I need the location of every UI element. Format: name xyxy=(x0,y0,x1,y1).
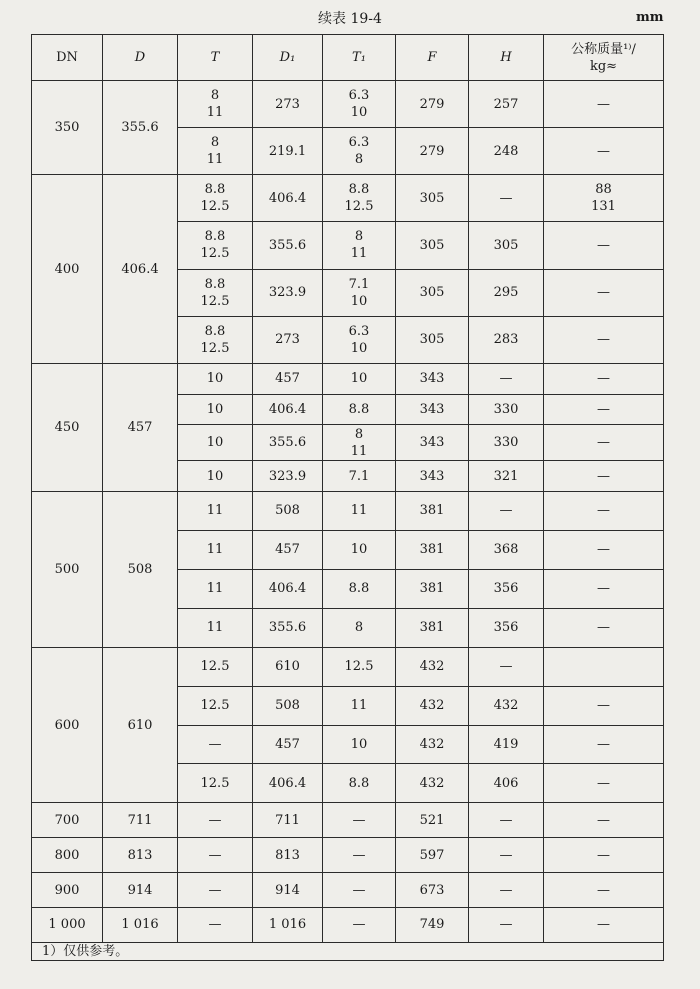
cell-t1-line: 8 xyxy=(354,426,364,442)
cell-d1: 508 xyxy=(253,491,323,530)
cell-t1-line: — xyxy=(352,882,366,898)
cell-m xyxy=(544,222,664,269)
cell-t-line: 11 xyxy=(206,152,224,168)
cell-t1 xyxy=(323,269,396,316)
cell-d1: 508 xyxy=(253,686,323,725)
cell-t1 xyxy=(323,316,396,363)
cell-t xyxy=(178,838,253,873)
cell-t1-line: 8 xyxy=(354,620,364,636)
cell-f: 749 xyxy=(396,907,469,942)
dimension-table xyxy=(31,34,664,961)
cell-t-line: 11 xyxy=(206,620,224,636)
cell-m-line: — xyxy=(597,503,610,519)
cell-m-line: — xyxy=(597,143,610,159)
cell-t xyxy=(178,803,253,838)
cell-d: 406.4 xyxy=(103,175,178,364)
cell-m-line: — xyxy=(597,917,610,933)
cell-t xyxy=(178,175,253,222)
cell-d1: 711 xyxy=(253,803,323,838)
cell-t xyxy=(178,725,253,764)
cell-m-line: — xyxy=(597,332,610,348)
cell-m xyxy=(544,838,664,873)
cell-m xyxy=(544,764,664,803)
cell-t1 xyxy=(323,764,396,803)
cell-h: — xyxy=(469,873,544,908)
cell-t-line: 8 xyxy=(210,135,220,151)
cell-t-line: — xyxy=(208,812,222,828)
cell-f: 305 xyxy=(396,222,469,269)
cell-m-line: — xyxy=(597,775,610,791)
cell-t1-line: 12.5 xyxy=(344,199,374,215)
cell-t1-line: 8.8 xyxy=(348,182,370,198)
cell-t1 xyxy=(323,530,396,569)
cell-d: 711 xyxy=(103,803,178,838)
cell-m-line: — xyxy=(597,435,610,451)
cell-h: 248 xyxy=(469,128,544,175)
cell-d1: 273 xyxy=(253,316,323,363)
cell-f: 279 xyxy=(396,128,469,175)
header-mass-line1: 公称质量¹⁾/ xyxy=(571,41,636,57)
cell-t1 xyxy=(323,222,396,269)
cell-m-line: — xyxy=(597,285,610,301)
unit-label: mm xyxy=(636,10,664,25)
cell-t1-line: 10 xyxy=(350,737,368,752)
cell-m xyxy=(544,491,664,530)
cell-h: — xyxy=(469,803,544,838)
cell-t-line: 12.5 xyxy=(200,659,230,675)
header-row xyxy=(32,35,664,81)
cell-t1-line: 8 xyxy=(354,152,364,168)
cell-d1: 457 xyxy=(253,725,323,764)
cell-t xyxy=(178,425,253,461)
footnote-row xyxy=(32,943,664,961)
cell-f: 305 xyxy=(396,269,469,316)
cell-h: 295 xyxy=(469,269,544,316)
header-t1: T₁ xyxy=(323,35,396,81)
cell-t xyxy=(178,873,253,908)
cell-h: 257 xyxy=(469,81,544,128)
cell-t1-line: 8.8 xyxy=(348,401,370,417)
cell-t xyxy=(178,363,253,394)
cell-m-line: — xyxy=(597,96,610,112)
cell-t1 xyxy=(323,907,396,942)
cell-m xyxy=(544,461,664,492)
cell-d1: 813 xyxy=(253,838,323,873)
cell-h: 356 xyxy=(469,569,544,608)
cell-t1-line: 10 xyxy=(350,340,368,356)
cell-t1-line: 8 xyxy=(354,229,364,245)
cell-m xyxy=(544,647,664,686)
header-d1: D₁ xyxy=(253,35,323,81)
cell-t1-line: 10 xyxy=(350,105,368,121)
cell-h: — xyxy=(469,175,544,222)
cell-d: 457 xyxy=(103,363,178,491)
table-row xyxy=(32,647,664,686)
cell-t1 xyxy=(323,175,396,222)
cell-d1: 457 xyxy=(253,363,323,394)
cell-h: 283 xyxy=(469,316,544,363)
cell-h: 419 xyxy=(469,725,544,764)
cell-m xyxy=(544,269,664,316)
cell-d1: 323.9 xyxy=(253,269,323,316)
cell-t1-line: 11 xyxy=(350,503,368,519)
cell-t-line: 8.8 xyxy=(204,182,226,198)
cell-t xyxy=(178,269,253,316)
cell-d1: 457 xyxy=(253,530,323,569)
cell-dn: 500 xyxy=(32,491,103,647)
cell-t xyxy=(178,647,253,686)
header-mass-line2: kg≈ xyxy=(589,58,618,74)
cell-f: 343 xyxy=(396,425,469,461)
cell-t-line: 12.5 xyxy=(200,340,230,356)
table-body xyxy=(32,81,664,943)
cell-t-line: 12.5 xyxy=(200,698,230,714)
cell-f: 381 xyxy=(396,491,469,530)
cell-m xyxy=(544,316,664,363)
cell-m-line: — xyxy=(597,882,610,898)
cell-t xyxy=(178,491,253,530)
cell-h: 368 xyxy=(469,530,544,569)
cell-m-line: — xyxy=(597,620,610,636)
cell-t xyxy=(178,530,253,569)
cell-m xyxy=(544,686,664,725)
cell-t1-line: 11 xyxy=(350,443,368,459)
cell-d1: 355.6 xyxy=(253,222,323,269)
cell-f: 381 xyxy=(396,608,469,647)
cell-d: 508 xyxy=(103,491,178,647)
cell-m-line: — xyxy=(597,812,610,828)
table-row xyxy=(32,363,664,394)
cell-t1 xyxy=(323,569,396,608)
cell-f: 381 xyxy=(396,569,469,608)
cell-dn: 450 xyxy=(32,363,103,491)
cell-d1: 1 016 xyxy=(253,907,323,942)
cell-t-line: — xyxy=(208,737,222,752)
cell-t1 xyxy=(323,803,396,838)
cell-t xyxy=(178,394,253,425)
cell-m-line: — xyxy=(597,237,610,253)
cell-h: — xyxy=(469,491,544,530)
cell-d1: 406.4 xyxy=(253,764,323,803)
cell-d: 610 xyxy=(103,647,178,803)
cell-m-line: — xyxy=(597,401,610,417)
cell-t1 xyxy=(323,425,396,461)
header-d: D xyxy=(103,35,178,81)
cell-f: 343 xyxy=(396,461,469,492)
cell-t-line: 11 xyxy=(206,542,224,558)
cell-d: 355.6 xyxy=(103,81,178,175)
cell-t-line: 8.8 xyxy=(204,323,226,339)
cell-t1 xyxy=(323,491,396,530)
cell-t1-line: 6.3 xyxy=(348,88,370,104)
cell-d1: 914 xyxy=(253,873,323,908)
cell-t-line: 8 xyxy=(210,88,220,104)
cell-t-line: 12.5 xyxy=(200,199,230,215)
cell-dn: 900 xyxy=(32,873,103,908)
cell-m-line: — xyxy=(597,371,610,387)
cell-t-line: 10 xyxy=(206,371,224,387)
cell-h: — xyxy=(469,363,544,394)
cell-m-line: — xyxy=(597,737,610,752)
cell-t xyxy=(178,608,253,647)
table-row xyxy=(32,491,664,530)
cell-t1-line: 11 xyxy=(350,246,368,262)
cell-t xyxy=(178,222,253,269)
cell-m xyxy=(544,530,664,569)
cell-f: 521 xyxy=(396,803,469,838)
cell-h: 330 xyxy=(469,394,544,425)
cell-t1 xyxy=(323,608,396,647)
cell-t xyxy=(178,764,253,803)
cell-t1 xyxy=(323,686,396,725)
table-row xyxy=(32,803,664,838)
cell-t-line: 11 xyxy=(206,503,224,519)
cell-f: 432 xyxy=(396,764,469,803)
cell-t1 xyxy=(323,394,396,425)
cell-m xyxy=(544,803,664,838)
cell-m xyxy=(544,394,664,425)
cell-t-line: 11 xyxy=(206,581,224,597)
cell-dn: 400 xyxy=(32,175,103,364)
cell-t-line: 10 xyxy=(206,401,224,417)
header-dn: DN xyxy=(32,35,103,81)
cell-h: 330 xyxy=(469,425,544,461)
cell-h: 321 xyxy=(469,461,544,492)
cell-f: 432 xyxy=(396,725,469,764)
cell-t1-line: 10 xyxy=(350,542,368,558)
cell-t-line: — xyxy=(208,882,222,898)
cell-f: 432 xyxy=(396,686,469,725)
cell-t-line: 8.8 xyxy=(204,229,226,245)
cell-f: 343 xyxy=(396,394,469,425)
cell-d: 914 xyxy=(103,873,178,908)
table-caption: 续表 19-4 xyxy=(318,11,382,27)
footnote: 1）仅供参考。 xyxy=(32,943,664,961)
cell-t1-line: 8.8 xyxy=(348,581,370,597)
cell-dn: 1 000 xyxy=(32,907,103,942)
cell-t-line: — xyxy=(208,847,222,863)
cell-t1-line: 6.3 xyxy=(348,135,370,151)
cell-m-line: — xyxy=(597,581,610,597)
cell-t-line: 12.5 xyxy=(200,293,230,309)
cell-t xyxy=(178,461,253,492)
cell-h: — xyxy=(469,647,544,686)
table-row xyxy=(32,873,664,908)
cell-m-line: 131 xyxy=(591,199,616,215)
cell-t-line: 12.5 xyxy=(200,775,230,791)
cell-t1-line: — xyxy=(352,847,366,863)
cell-m xyxy=(544,907,664,942)
table-row xyxy=(32,81,664,128)
cell-d1: 355.6 xyxy=(253,608,323,647)
header-h: H xyxy=(469,35,544,81)
cell-t1 xyxy=(323,873,396,908)
cell-t-line: 8.8 xyxy=(204,276,226,292)
cell-t1-line: 12.5 xyxy=(344,659,374,675)
cell-t xyxy=(178,81,253,128)
cell-t1-line: 7.1 xyxy=(348,468,370,484)
header-t: T xyxy=(178,35,253,81)
cell-m xyxy=(544,608,664,647)
cell-t1 xyxy=(323,81,396,128)
cell-d1: 355.6 xyxy=(253,425,323,461)
cell-m xyxy=(544,873,664,908)
cell-t-line: 12.5 xyxy=(200,246,230,262)
cell-d: 1 016 xyxy=(103,907,178,942)
cell-t1 xyxy=(323,838,396,873)
cell-t1-line: 11 xyxy=(350,698,368,714)
cell-m-line: — xyxy=(597,542,610,558)
cell-t xyxy=(178,128,253,175)
cell-h: 406 xyxy=(469,764,544,803)
cell-t1 xyxy=(323,461,396,492)
cell-h: 432 xyxy=(469,686,544,725)
cell-m xyxy=(544,569,664,608)
cell-m-line: 88 xyxy=(595,182,612,198)
cell-m xyxy=(544,425,664,461)
cell-m xyxy=(544,725,664,764)
cell-t1 xyxy=(323,725,396,764)
cell-f: 597 xyxy=(396,838,469,873)
header-f: F xyxy=(396,35,469,81)
cell-t xyxy=(178,686,253,725)
table-row xyxy=(32,838,664,873)
cell-d1: 323.9 xyxy=(253,461,323,492)
cell-t1 xyxy=(323,128,396,175)
cell-f: 381 xyxy=(396,530,469,569)
header-mass xyxy=(544,35,664,81)
cell-d1: 406.4 xyxy=(253,569,323,608)
cell-m xyxy=(544,128,664,175)
cell-t1 xyxy=(323,647,396,686)
cell-t1-line: 6.3 xyxy=(348,323,370,339)
cell-f: 305 xyxy=(396,316,469,363)
cell-f: 343 xyxy=(396,363,469,394)
cell-dn: 350 xyxy=(32,81,103,175)
cell-d: 813 xyxy=(103,838,178,873)
cell-t1-line: — xyxy=(352,812,366,828)
cell-m-line: — xyxy=(597,847,610,863)
cell-t-line: 10 xyxy=(206,468,224,484)
cell-d1: 610 xyxy=(253,647,323,686)
cell-dn: 800 xyxy=(32,838,103,873)
cell-dn: 700 xyxy=(32,803,103,838)
table-row xyxy=(32,907,664,942)
cell-m-line: — xyxy=(597,698,610,714)
cell-t xyxy=(178,316,253,363)
cell-t xyxy=(178,569,253,608)
cell-t1-line: 8.8 xyxy=(348,775,370,791)
cell-h: 305 xyxy=(469,222,544,269)
cell-t-line: 10 xyxy=(206,435,224,451)
cell-d1: 406.4 xyxy=(253,175,323,222)
cell-f: 673 xyxy=(396,873,469,908)
cell-t-line: 11 xyxy=(206,105,224,121)
cell-d1: 406.4 xyxy=(253,394,323,425)
cell-m xyxy=(544,175,664,222)
cell-h: 356 xyxy=(469,608,544,647)
cell-h: — xyxy=(469,907,544,942)
cell-t-line: — xyxy=(208,917,222,933)
cell-f: 305 xyxy=(396,175,469,222)
cell-t1-line: 10 xyxy=(350,293,368,309)
cell-m xyxy=(544,81,664,128)
table-row xyxy=(32,175,664,222)
cell-t1-line: — xyxy=(352,917,366,933)
cell-h: — xyxy=(469,838,544,873)
cell-d1: 219.1 xyxy=(253,128,323,175)
cell-t xyxy=(178,907,253,942)
cell-m-line: — xyxy=(597,468,610,484)
cell-t1-line: 7.1 xyxy=(348,276,370,292)
cell-m xyxy=(544,363,664,394)
cell-t1 xyxy=(323,363,396,394)
cell-t1-line: 10 xyxy=(350,371,368,387)
cell-f: 279 xyxy=(396,81,469,128)
cell-d1: 273 xyxy=(253,81,323,128)
cell-dn: 600 xyxy=(32,647,103,803)
cell-f: 432 xyxy=(396,647,469,686)
